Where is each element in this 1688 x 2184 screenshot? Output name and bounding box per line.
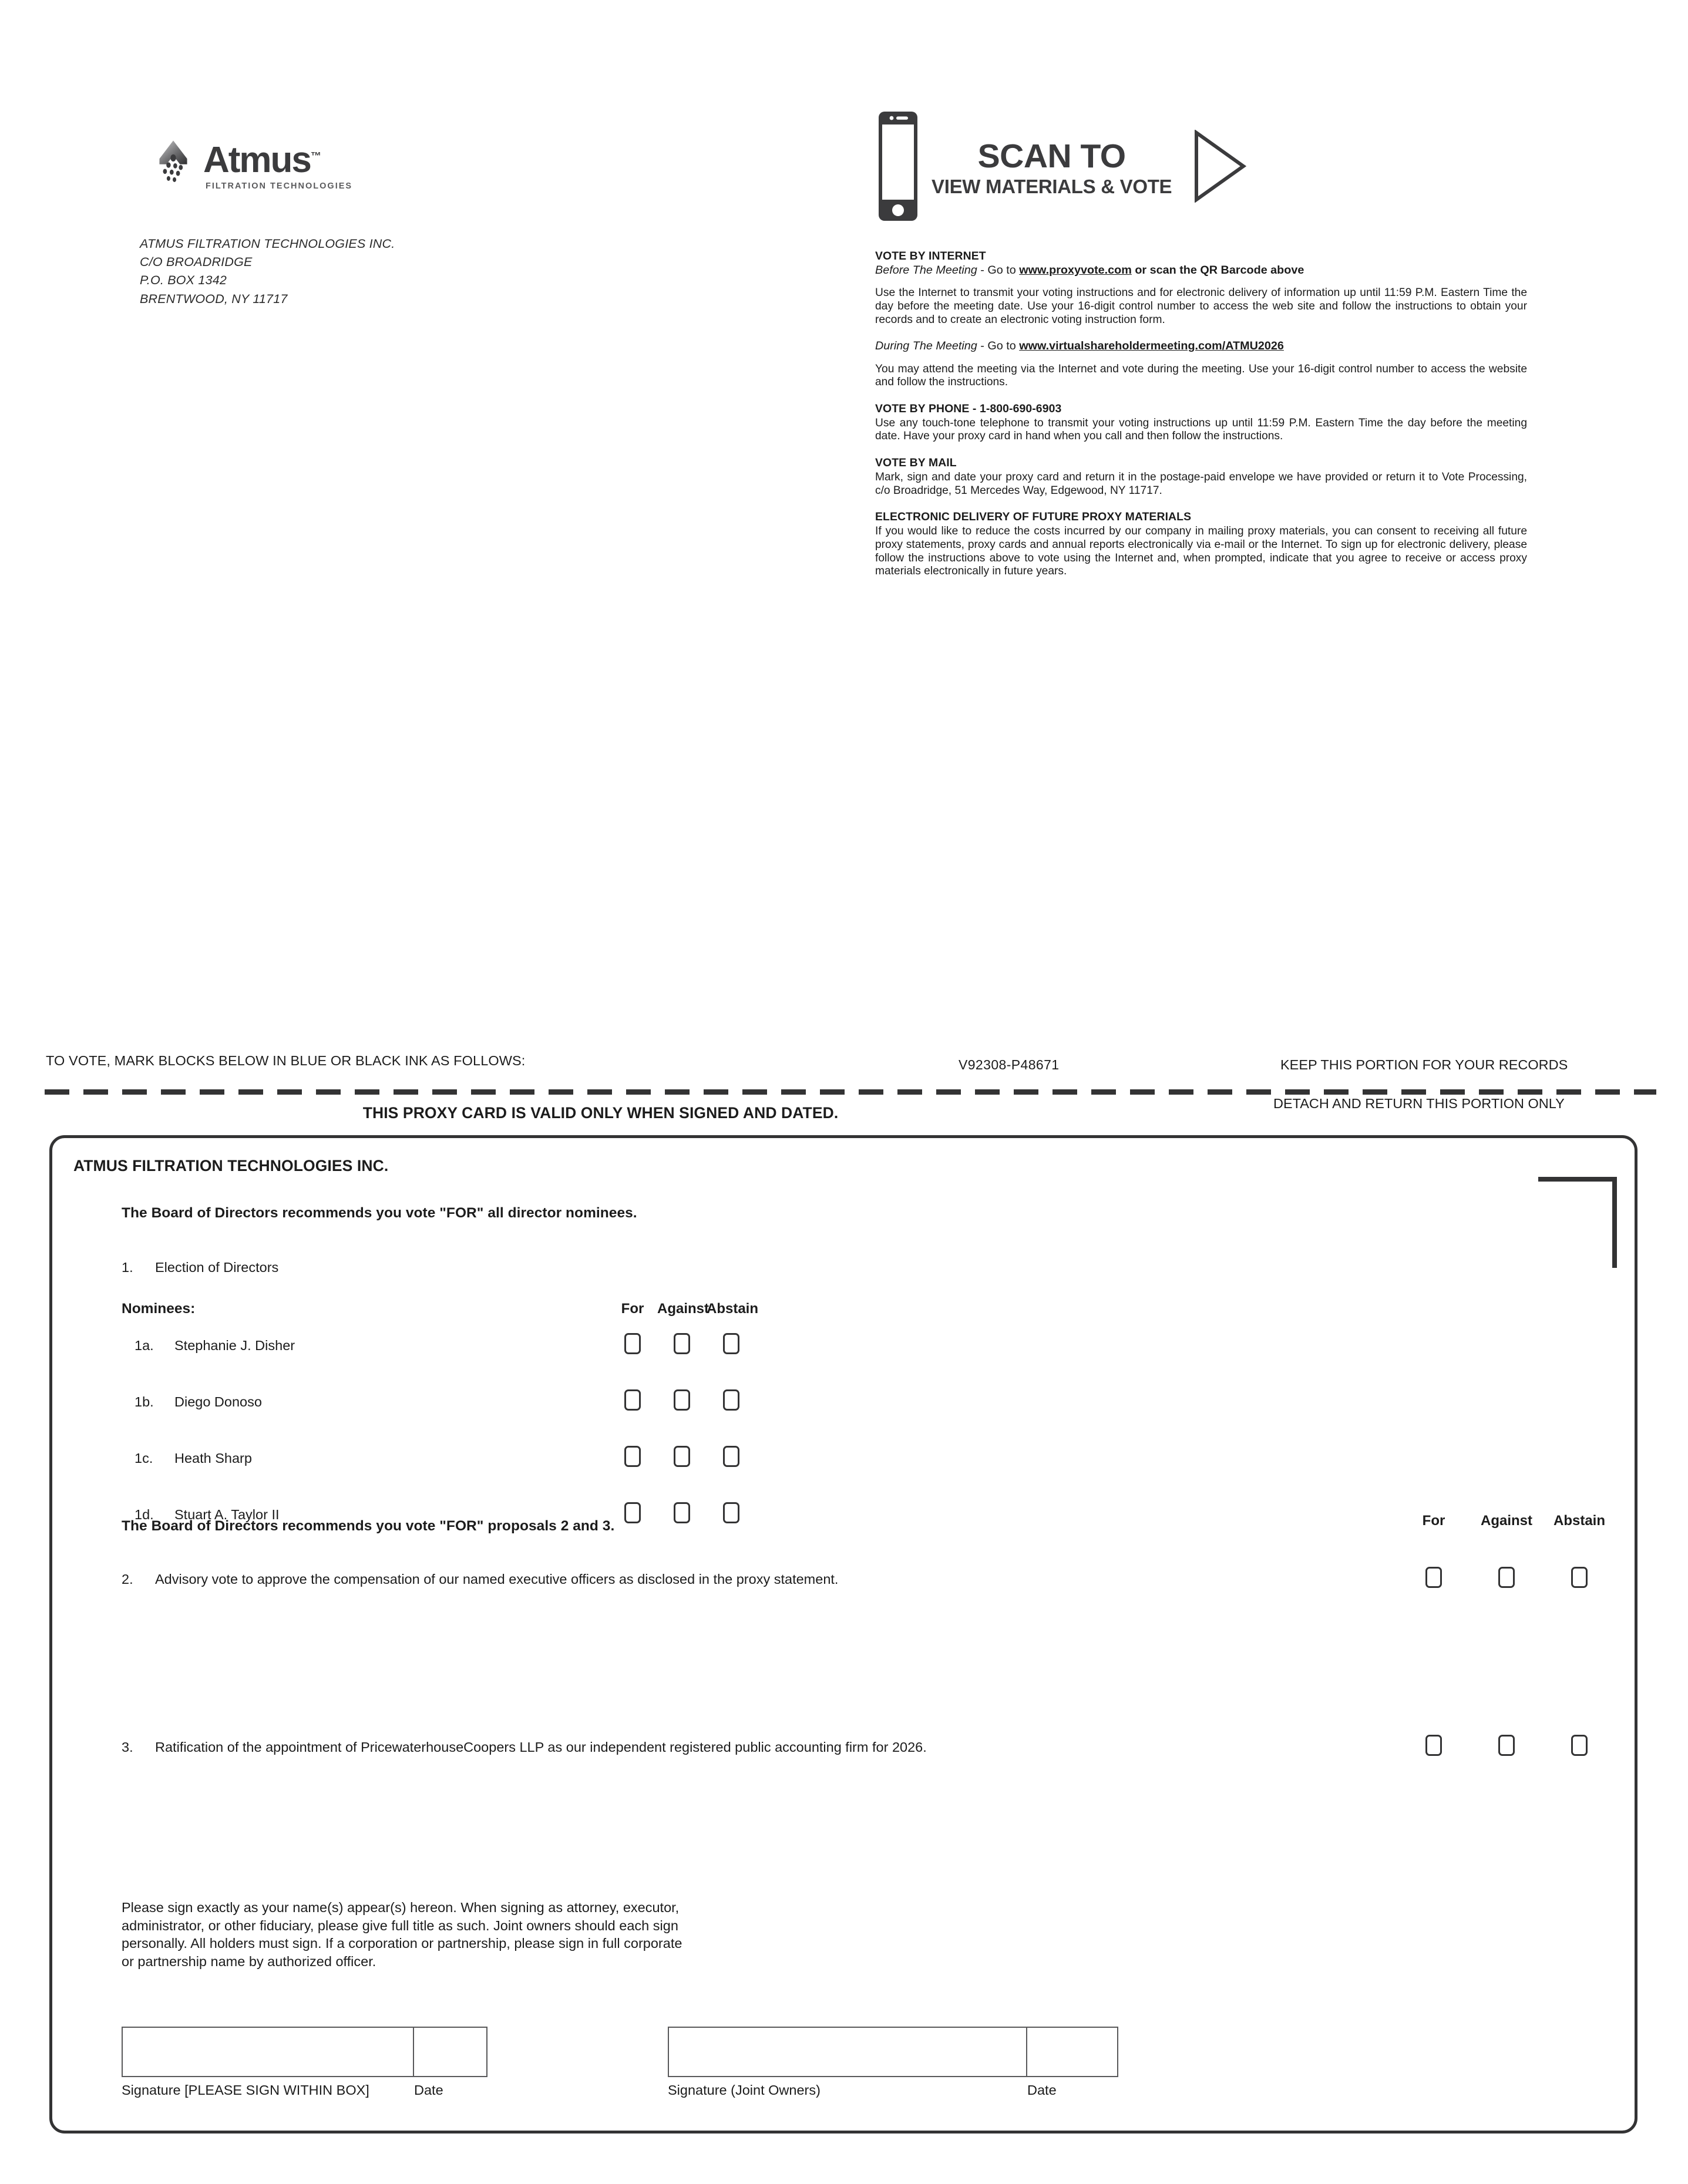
during-meeting-body: You may attend the meeting via the Internet and vote during the meeting. Use your 16-digit control number to access the website and follow the instructions. bbox=[875, 362, 1527, 389]
nominees-label: Nominees: bbox=[122, 1301, 196, 1317]
nominee-vote-boxes bbox=[608, 1389, 756, 1415]
proposal-1-row bbox=[122, 1260, 278, 1276]
mark-blocks-notice: TO VOTE, MARK BLOCKS BELOW IN BLUE OR BLACK INK AS FOLLOWS: bbox=[46, 1053, 526, 1068]
before-meeting-line bbox=[875, 264, 1527, 277]
joint-signature-field[interactable] bbox=[668, 2027, 1027, 2077]
joint-signature-date-field[interactable] bbox=[1027, 2027, 1118, 2077]
signature-block-joint bbox=[668, 2027, 1118, 2098]
play-triangle-icon bbox=[1193, 130, 1247, 206]
table-row bbox=[122, 1430, 756, 1486]
board-recommendation-proposals: The Board of Directors recommends you vote "FOR" proposals 2 and 3. bbox=[122, 1518, 615, 1534]
checkbox-1c-for[interactable] bbox=[624, 1446, 641, 1467]
during-meeting-label: During The Meeting bbox=[875, 339, 977, 353]
vote-by-internet-body: Use the Internet to transmit your voting instructions and for electronic delivery of information up until 11:59 P.M. Eastern Time the day before the meeting date. Use your 16-digit control number to access the web site and follow the instructions to obtain your records and to create an electronic voting instruction form. bbox=[875, 287, 1527, 326]
valid-when-signed-notice: THIS PROXY CARD IS VALID ONLY WHEN SIGNED AND DATED. bbox=[362, 1104, 839, 1122]
column-header-abstain: Abstain bbox=[707, 1301, 759, 1317]
nominees-table bbox=[122, 1294, 759, 1543]
control-number: V92308-P48671 bbox=[959, 1057, 1060, 1072]
checkbox-1a-for[interactable] bbox=[624, 1333, 641, 1354]
before-meeting-label: Before The Meeting bbox=[875, 263, 977, 277]
column-header-for: For bbox=[621, 1301, 644, 1317]
proposal-3-number: 3. bbox=[122, 1739, 133, 1755]
nominee-id: 1a. bbox=[134, 1337, 154, 1353]
mailing-address bbox=[140, 235, 395, 308]
virtual-meeting-link[interactable]: www.virtualshareholdermeeting.com/ATMU2026 bbox=[1019, 339, 1284, 353]
address-line-2: C/O BROADRIDGE bbox=[140, 255, 253, 270]
proposal-3-text: Ratification of the appointment of PricewaterhouseCoopers LLP as our independent registered public accounting firm for 2026. bbox=[155, 1739, 927, 1755]
checkbox-1a-against[interactable] bbox=[674, 1333, 690, 1354]
checkbox-2-for[interactable] bbox=[1425, 1567, 1442, 1588]
proposal-3-row bbox=[122, 1735, 1616, 1759]
nominee-name: Stephanie J. Disher bbox=[174, 1337, 295, 1353]
joint-signature-field-label: Signature (Joint Owners) bbox=[668, 2082, 821, 2098]
logo-subtitle: FILTRATION TECHNOLOGIES bbox=[206, 181, 353, 191]
column-header-for: For bbox=[1422, 1513, 1445, 1529]
checkbox-3-abstain[interactable] bbox=[1571, 1735, 1588, 1756]
vote-by-internet-heading: VOTE BY INTERNET bbox=[875, 250, 986, 263]
nominees-table-header bbox=[122, 1294, 759, 1317]
checkbox-1b-abstain[interactable] bbox=[723, 1389, 739, 1411]
nominee-vote-column-headers bbox=[608, 1301, 759, 1317]
address-line-3: P.O. BOX 1342 bbox=[140, 273, 227, 288]
checkbox-3-against[interactable] bbox=[1498, 1735, 1515, 1756]
before-meeting-tail: or scan the QR Barcode above bbox=[1131, 263, 1304, 277]
proposal-2-number: 2. bbox=[122, 1571, 133, 1587]
nominee-id: 1c. bbox=[134, 1450, 153, 1466]
checkbox-1a-abstain[interactable] bbox=[723, 1333, 739, 1354]
address-line-4: BRENTWOOD, NY 11717 bbox=[140, 291, 288, 306]
signature-field[interactable] bbox=[122, 2027, 414, 2077]
signature-date-field[interactable] bbox=[414, 2027, 487, 2077]
voting-instructions bbox=[875, 250, 1527, 578]
scan-to-vote-banner bbox=[877, 110, 1247, 225]
joint-signature-date-label: Date bbox=[1027, 2082, 1057, 2098]
proposal-2-row bbox=[122, 1567, 1616, 1591]
checkbox-3-for[interactable] bbox=[1425, 1735, 1442, 1756]
signature-field-label: Signature [PLEASE SIGN WITHIN BOX] bbox=[122, 2082, 369, 2098]
vote-by-mail-body: Mark, sign and date your proxy card and return it in the postage-paid envelope we have provided or return it to Vote Processing, c/o Broadridge, 51 Mercedes Way, Edgewood, NY 11717. bbox=[875, 470, 1527, 497]
detach-portion-notice: DETACH AND RETURN THIS PORTION ONLY bbox=[1273, 1096, 1565, 1111]
checkbox-1b-against[interactable] bbox=[674, 1389, 690, 1411]
column-header-abstain: Abstain bbox=[1553, 1513, 1605, 1529]
signature-date-label: Date bbox=[414, 2082, 443, 2098]
checkbox-1b-for[interactable] bbox=[624, 1389, 641, 1411]
card-company-name: ATMUS FILTRATION TECHNOLOGIES INC. bbox=[73, 1157, 389, 1175]
nominee-vote-boxes bbox=[608, 1333, 756, 1358]
nominee-vote-boxes bbox=[608, 1446, 756, 1471]
logo-wordmark-text: Atmus bbox=[203, 140, 311, 180]
checkbox-1c-abstain[interactable] bbox=[723, 1446, 739, 1467]
vote-by-mail-heading: VOTE BY MAIL bbox=[875, 456, 957, 470]
keep-portion-notice: KEEP THIS PORTION FOR YOUR RECORDS bbox=[1280, 1057, 1568, 1072]
vote-by-phone-heading: VOTE BY PHONE - 1-800-690-6903 bbox=[875, 402, 1062, 415]
proposal-1-label: Election of Directors bbox=[155, 1260, 279, 1275]
board-recommendation-directors: The Board of Directors recommends you vote "FOR" all director nominees. bbox=[122, 1205, 637, 1221]
electronic-delivery-body: If you would like to reduce the costs incurred by our company in mailing proxy materials, you can consent to receiving all future proxy statements, proxy cards and annual reports electronically via e-mail or the Internet. To sign up for electronic delivery, please follow the instructions above to vote using the Internet and, when prompted, indicate that you agree to receive or access proxy materials electronically in future years. bbox=[875, 525, 1527, 578]
registration-corner-mark bbox=[1538, 1177, 1617, 1268]
proposal-vote-column-headers bbox=[1397, 1513, 1616, 1529]
proposal-1-number: 1. bbox=[122, 1260, 133, 1275]
proxyvote-link[interactable]: www.proxyvote.com bbox=[1019, 263, 1132, 277]
scan-to-line-2: VIEW MATERIALS & VOTE bbox=[932, 175, 1172, 197]
proposal-2-text: Advisory vote to approve the compensation of our named executive officers as disclosed in the proxy statement. bbox=[155, 1571, 839, 1587]
column-header-against: Against bbox=[657, 1301, 710, 1317]
checkbox-2-abstain[interactable] bbox=[1571, 1567, 1588, 1588]
signature-block-holder bbox=[122, 2027, 487, 2098]
vote-by-phone-body: Use any touch-tone telephone to transmit your voting instructions up until 11:59 P.M. Eastern Time the day before the meeting date. Have your proxy card in hand when you call and then follow the instructions. bbox=[875, 416, 1527, 443]
before-meeting-goto: - Go to bbox=[977, 263, 1020, 277]
nominee-name: Diego Donoso bbox=[174, 1394, 262, 1409]
scan-to-line-1: SCAN TO bbox=[977, 137, 1126, 175]
trademark-symbol: ™ bbox=[310, 150, 321, 162]
during-meeting-goto: - Go to bbox=[977, 339, 1020, 353]
table-row bbox=[122, 1317, 756, 1374]
nominee-name: Stuart A. Taylor II bbox=[174, 1506, 280, 1522]
nominee-name: Heath Sharp bbox=[174, 1450, 252, 1466]
column-header-against: Against bbox=[1480, 1513, 1532, 1529]
during-meeting-line bbox=[875, 339, 1527, 353]
mobile-phone-icon bbox=[877, 110, 919, 225]
table-row bbox=[122, 1374, 756, 1430]
checkbox-1c-against[interactable] bbox=[674, 1446, 690, 1467]
checkbox-2-against[interactable] bbox=[1498, 1567, 1515, 1588]
nominee-id: 1d. bbox=[134, 1506, 154, 1522]
perforation-divider bbox=[45, 1089, 1656, 1095]
signature-instructions: Please sign exactly as your name(s) appear(s) hereon. When signing as attorney, executor, administrator, or other fiduciary, please give full title as such. Joint owners should each sign personally. All holders must sign. If a corporation or partnership, please sign in full corporate or partnership name by authorized officer. bbox=[122, 1900, 682, 1969]
address-line-1: ATMUS FILTRATION TECHNOLOGIES INC. bbox=[140, 237, 395, 251]
nominee-id: 1b. bbox=[134, 1394, 154, 1409]
electronic-delivery-heading: ELECTRONIC DELIVERY OF FUTURE PROXY MATERIALS bbox=[875, 510, 1192, 524]
proxy-card bbox=[49, 1135, 1637, 2133]
company-logo bbox=[152, 140, 398, 206]
atmus-droplet-icon bbox=[152, 140, 195, 206]
